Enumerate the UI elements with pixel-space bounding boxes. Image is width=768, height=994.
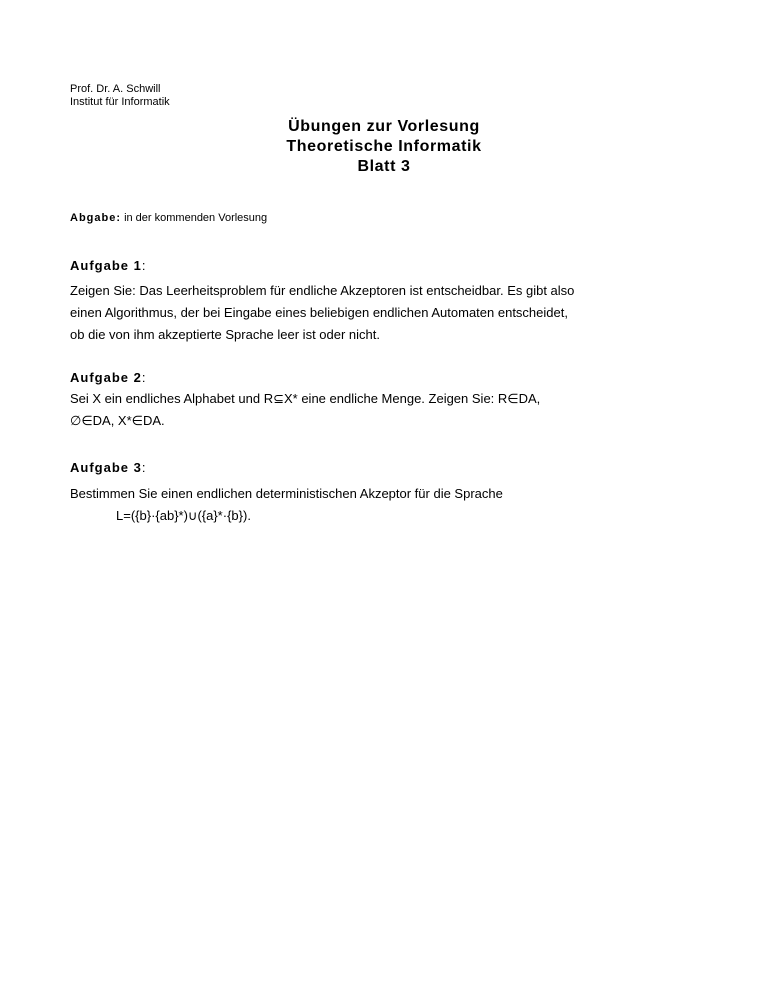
task-1-line-3: ob die von ihm akzeptierte Sprache leer ist oder nicht. xyxy=(70,327,381,342)
task-3-formula: L=({b}·{ab}*)∪({a}*·{b}). xyxy=(116,508,251,523)
submission-label: Abgabe: xyxy=(70,212,121,224)
task-2-line-2: ∅∈DA, X*∈DA. xyxy=(70,413,165,428)
task-3-heading-label: Aufgabe 3 xyxy=(70,460,142,475)
task-3-body xyxy=(70,483,710,527)
task-1-heading-label: Aufgabe 1 xyxy=(70,258,142,273)
task-3-heading: Aufgabe 3: xyxy=(70,460,146,475)
task-1-line-1: Zeigen Sie: Das Leerheitsproblem für endliche Akzeptoren ist entscheidbar. Es gibt also xyxy=(70,283,575,298)
submission-text: in der kommenden Vorlesung xyxy=(124,212,268,224)
task-1-body xyxy=(70,280,710,346)
page-title xyxy=(0,117,768,177)
task-1-heading: Aufgabe 1: xyxy=(70,258,146,273)
task-2-line-1: Sei X ein endliches Alphabet und R⊆X* eine endliche Menge. Zeigen Sie: R∈DA, xyxy=(70,391,541,406)
title-line-1: Übungen zur Vorlesung xyxy=(288,118,480,135)
task-2-heading-label: Aufgabe 2 xyxy=(70,370,142,385)
author-name: Prof. Dr. A. Schwill xyxy=(70,83,161,95)
header xyxy=(70,83,170,109)
task-1-line-2: einen Algorithmus, der bei Eingabe eines beliebigen endlichen Automaten entscheidet, xyxy=(70,305,568,320)
task-2-heading: Aufgabe 2: xyxy=(70,370,146,385)
institute-name: Institut für Informatik xyxy=(70,96,170,108)
task-2-body xyxy=(70,388,710,432)
title-line-3: Blatt 3 xyxy=(357,158,411,175)
title-line-2: Theoretische Informatik xyxy=(286,138,482,155)
submission-note xyxy=(70,212,267,224)
task-3-line-1: Bestimmen Sie einen endlichen deterministischen Akzeptor für die Sprache xyxy=(70,486,503,501)
